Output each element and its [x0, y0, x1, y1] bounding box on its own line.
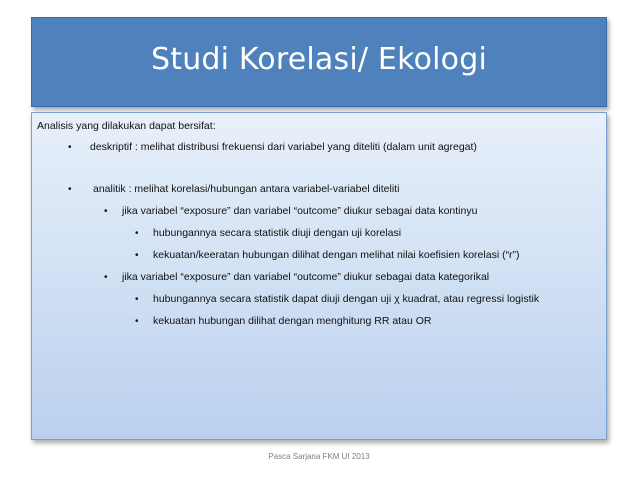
- list-item-rr-or: kekuatan hubungan dilihat dengan menghitung RR atau OR: [153, 315, 432, 327]
- list-item-koefisien-korelasi: kekuatan/keeratan hubungan dilihat dengan melihat nilai koefisien korelasi (“r”): [153, 249, 520, 261]
- list-item-deskriptif: deskriptif : melihat distribusi frekuensi dari variabel yang diteliti (dalam unit agregat): [90, 141, 477, 153]
- list-item-kategorikal: jika variabel “exposure” dan variabel “outcome” diukur sebagai data kategorikal: [122, 271, 490, 283]
- bullet-icon: •: [104, 272, 108, 283]
- list-item-kontinyu: jika variabel “exposure” dan variabel “outcome” diukur sebagai data kontinyu: [122, 205, 478, 217]
- bullet-icon: •: [135, 316, 139, 327]
- bullet-icon: •: [104, 206, 108, 217]
- bullet-icon: •: [68, 184, 72, 195]
- slide-title: Studi Korelasi/ Ekologi: [150, 42, 487, 77]
- list-item-uji-korelasi: hubungannya secara statistik diuji dengan uji korelasi: [153, 227, 402, 239]
- title-banner: [31, 17, 607, 107]
- bullet-icon: •: [135, 250, 139, 261]
- bullet-icon: •: [68, 142, 72, 153]
- list-item-analitik: analitik : melihat korelasi/hubungan antara variabel-variabel diteliti: [93, 183, 400, 195]
- bullet-icon: •: [135, 294, 139, 305]
- list-item-chi-kuadrat: hubungannya secara statistik dapat diuji dengan uji χ kuadrat, atau regressi logistik: [153, 293, 540, 305]
- bullet-icon: •: [135, 228, 139, 239]
- intro-text: Analisis yang dilakukan dapat bersifat:: [37, 120, 216, 132]
- slide-footer: Pasca Sarjana FKM UI 2013: [268, 452, 370, 461]
